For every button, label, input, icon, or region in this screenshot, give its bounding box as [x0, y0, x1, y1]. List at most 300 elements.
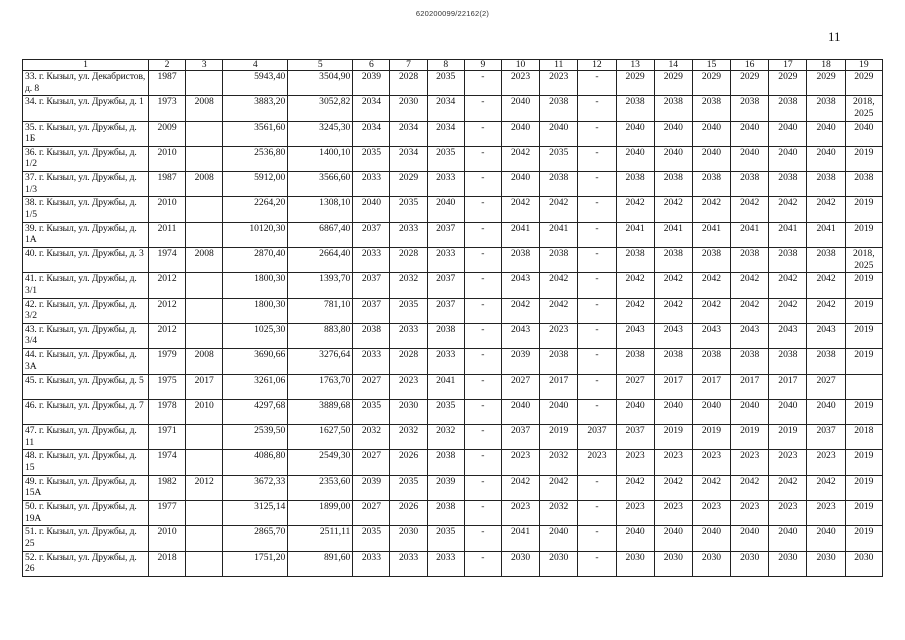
- table-cell: 2038: [692, 96, 730, 121]
- table-cell: 2038: [540, 172, 578, 197]
- table-cell: 1977: [148, 501, 185, 526]
- table-cell: 2041: [427, 374, 464, 399]
- housing-schedule-table: [22, 59, 883, 577]
- table-cell: 2010: [186, 399, 223, 424]
- table-cell: 2018, 2025: [845, 248, 882, 273]
- table-cell: 2033: [390, 323, 427, 348]
- address-cell: 48. г. Кызыл, ул. Дружбы, д. 15: [23, 450, 149, 475]
- table-cell: 2043: [769, 323, 807, 348]
- table-cell: 2027: [353, 374, 390, 399]
- table-cell: 10120,30: [223, 222, 288, 247]
- table-cell: [186, 551, 223, 576]
- table-cell: 2043: [501, 273, 539, 298]
- table-cell: 2038: [769, 172, 807, 197]
- table-cell: 2019: [845, 298, 882, 323]
- table-cell: 3125,14: [223, 501, 288, 526]
- table-cell: 2023: [578, 450, 616, 475]
- table-cell: 2023: [692, 501, 730, 526]
- table-cell: 2042: [692, 273, 730, 298]
- table-cell: 2040: [501, 399, 539, 424]
- table-cell: 5943,40: [223, 71, 288, 96]
- table-cell: -: [578, 298, 616, 323]
- address-cell: 41. г. Кызыл, ул. Дружбы, д. 3/1: [23, 273, 149, 298]
- table-cell: 2037: [427, 298, 464, 323]
- table-cell: 2041: [501, 526, 539, 551]
- column-number-3: 3: [186, 60, 223, 71]
- table-cell: 2008: [186, 96, 223, 121]
- table-row: [23, 501, 883, 526]
- table-cell: 2035: [427, 526, 464, 551]
- table-cell: 2038: [427, 323, 464, 348]
- table-cell: 1308,10: [288, 197, 353, 222]
- table-cell: -: [464, 71, 501, 96]
- table-cell: 2038: [845, 172, 882, 197]
- table-cell: 2017: [654, 374, 692, 399]
- table-cell: 2042: [769, 475, 807, 500]
- table-cell: [186, 450, 223, 475]
- table-cell: 2017: [731, 374, 769, 399]
- table-cell: 2038: [731, 96, 769, 121]
- table-row: [23, 146, 883, 171]
- table-cell: 2023: [540, 323, 578, 348]
- table-cell: -: [464, 323, 501, 348]
- address-cell: 52. г. Кызыл, ул. Дружбы, д. 26: [23, 551, 149, 576]
- column-number-7: 7: [390, 60, 427, 71]
- table-cell: -: [464, 551, 501, 576]
- table-cell: 2039: [353, 71, 390, 96]
- table-cell: 2034: [390, 146, 427, 171]
- table-cell: [186, 121, 223, 146]
- table-cell: 2038: [427, 501, 464, 526]
- table-cell: 2041: [769, 222, 807, 247]
- table-cell: 2027: [501, 374, 539, 399]
- table-cell: 2008: [186, 172, 223, 197]
- table-cell: 2039: [353, 475, 390, 500]
- table-cell: 2042: [540, 197, 578, 222]
- table-cell: 2043: [807, 323, 845, 348]
- table-cell: [186, 273, 223, 298]
- table-cell: 2042: [654, 273, 692, 298]
- table-cell: 2012: [148, 298, 185, 323]
- table-cell: 1979: [148, 349, 185, 374]
- table-cell: 2032: [540, 501, 578, 526]
- table-cell: 4297,68: [223, 399, 288, 424]
- table-row: [23, 121, 883, 146]
- table-row: [23, 374, 883, 399]
- table-cell: 2040: [616, 526, 654, 551]
- table-cell: 2023: [501, 450, 539, 475]
- table-cell: 2027: [353, 501, 390, 526]
- table-cell: 1971: [148, 425, 185, 450]
- address-cell: 42. г. Кызыл, ул. Дружбы, д. 3/2: [23, 298, 149, 323]
- table-cell: 2043: [654, 323, 692, 348]
- table-cell: 2030: [540, 551, 578, 576]
- table-cell: [186, 323, 223, 348]
- table-cell: 6867,40: [288, 222, 353, 247]
- table-cell: 2032: [390, 425, 427, 450]
- column-number-12: 12: [578, 60, 616, 71]
- table-cell: 2041: [692, 222, 730, 247]
- table-cell: -: [464, 197, 501, 222]
- table-cell: 2042: [501, 298, 539, 323]
- table-cell: 2040: [654, 146, 692, 171]
- table-cell: 2035: [353, 526, 390, 551]
- table-cell: 2040: [769, 526, 807, 551]
- table-cell: 2353,60: [288, 475, 353, 500]
- table-cell: 2042: [616, 197, 654, 222]
- table-cell: 2040: [769, 399, 807, 424]
- table-cell: 2030: [390, 399, 427, 424]
- table-cell: 2018, 2025: [845, 96, 882, 121]
- table-cell: 2040: [807, 526, 845, 551]
- table-cell: 2040: [353, 197, 390, 222]
- table-cell: 2041: [731, 222, 769, 247]
- table-cell: 1800,30: [223, 298, 288, 323]
- table-cell: 2017: [186, 374, 223, 399]
- table-cell: 2042: [616, 475, 654, 500]
- table-row: [23, 425, 883, 450]
- table-row: [23, 71, 883, 96]
- table-cell: 2008: [186, 349, 223, 374]
- address-cell: 46. г. Кызыл, ул. Дружбы, д. 7: [23, 399, 149, 424]
- table-cell: 2033: [390, 222, 427, 247]
- table-cell: 2033: [427, 349, 464, 374]
- table-cell: 3690,66: [223, 349, 288, 374]
- table-cell: 2034: [390, 121, 427, 146]
- table-cell: 2037: [501, 425, 539, 450]
- table-cell: 2037: [427, 222, 464, 247]
- table-cell: 2033: [427, 551, 464, 576]
- table-cell: 1800,30: [223, 273, 288, 298]
- table-cell: 2038: [807, 172, 845, 197]
- column-number-17: 17: [769, 60, 807, 71]
- table-cell: 2032: [353, 425, 390, 450]
- table-cell: 2032: [427, 425, 464, 450]
- table-cell: 2023: [390, 374, 427, 399]
- table-cell: 2042: [769, 273, 807, 298]
- table-cell: 2865,70: [223, 526, 288, 551]
- table-row: [23, 273, 883, 298]
- table-cell: 2030: [807, 551, 845, 576]
- table-cell: 2040: [427, 197, 464, 222]
- table-cell: 2040: [807, 121, 845, 146]
- column-number-1: 1: [23, 60, 149, 71]
- table-cell: 2038: [807, 96, 845, 121]
- address-cell: 43. г. Кызыл, ул. Дружбы, д. 3/4: [23, 323, 149, 348]
- table-cell: -: [578, 197, 616, 222]
- table-cell: [186, 146, 223, 171]
- table-cell: 2035: [353, 399, 390, 424]
- table-cell: [186, 501, 223, 526]
- table-row: [23, 475, 883, 500]
- table-cell: -: [578, 146, 616, 171]
- address-cell: 50. г. Кызыл, ул. Дружбы, д. 19А: [23, 501, 149, 526]
- table-cell: 2030: [616, 551, 654, 576]
- table-cell: 2511,11: [288, 526, 353, 551]
- table-cell: 2039: [427, 475, 464, 500]
- table-cell: 2033: [427, 172, 464, 197]
- table-cell: 2042: [731, 197, 769, 222]
- table-cell: 2038: [654, 248, 692, 273]
- table-cell: -: [464, 121, 501, 146]
- table-cell: 2040: [769, 146, 807, 171]
- table-cell: 2038: [692, 172, 730, 197]
- table-cell: 2040: [731, 526, 769, 551]
- table-cell: 2037: [353, 273, 390, 298]
- table-cell: 1025,30: [223, 323, 288, 348]
- table-cell: 2030: [731, 551, 769, 576]
- table-cell: 1974: [148, 450, 185, 475]
- table-row: [23, 349, 883, 374]
- table-cell: 2008: [186, 248, 223, 273]
- table-cell: 2870,40: [223, 248, 288, 273]
- table-cell: -: [464, 425, 501, 450]
- table-cell: 2042: [807, 475, 845, 500]
- table-cell: 2019: [769, 425, 807, 450]
- table-cell: 2037: [427, 273, 464, 298]
- table-cell: 2023: [769, 501, 807, 526]
- table-cell: 2040: [540, 399, 578, 424]
- table-cell: 1393,70: [288, 273, 353, 298]
- table-cell: -: [578, 323, 616, 348]
- address-cell: 37. г. Кызыл, ул. Дружбы, д. 1/3: [23, 172, 149, 197]
- table-cell: 2042: [540, 273, 578, 298]
- table-cell: 2019: [845, 526, 882, 551]
- table-cell: 2023: [769, 450, 807, 475]
- table-cell: 2027: [353, 450, 390, 475]
- table-cell: -: [578, 172, 616, 197]
- table-cell: 2030: [692, 551, 730, 576]
- table-cell: 1974: [148, 248, 185, 273]
- table-cell: 2042: [540, 475, 578, 500]
- table-cell: 2023: [807, 450, 845, 475]
- table-row: [23, 526, 883, 551]
- table-cell: 2041: [540, 222, 578, 247]
- table-cell: 2019: [845, 399, 882, 424]
- table-cell: 2038: [540, 349, 578, 374]
- table-cell: 2017: [692, 374, 730, 399]
- table-cell: 2035: [390, 197, 427, 222]
- table-cell: 2040: [654, 121, 692, 146]
- table-cell: 2038: [540, 248, 578, 273]
- table-cell: 2038: [692, 248, 730, 273]
- table-cell: 2042: [731, 273, 769, 298]
- table-row: [23, 197, 883, 222]
- table-cell: 2019: [845, 323, 882, 348]
- table-cell: 2042: [616, 273, 654, 298]
- column-number-16: 16: [731, 60, 769, 71]
- table-cell: 2040: [807, 399, 845, 424]
- table-cell: 2536,80: [223, 146, 288, 171]
- table-cell: 2019: [845, 197, 882, 222]
- table-cell: 1899,00: [288, 501, 353, 526]
- table-cell: -: [464, 146, 501, 171]
- column-number-6: 6: [353, 60, 390, 71]
- table-cell: 2012: [148, 323, 185, 348]
- table-cell: 2037: [807, 425, 845, 450]
- table-row: [23, 323, 883, 348]
- table-cell: 2038: [807, 248, 845, 273]
- table-cell: 2038: [692, 349, 730, 374]
- table-row: [23, 450, 883, 475]
- table-cell: -: [578, 349, 616, 374]
- document-id: 620200099/22162(2): [415, 9, 490, 18]
- table-cell: 2040: [501, 172, 539, 197]
- table-cell: -: [464, 172, 501, 197]
- table-cell: 2012: [186, 475, 223, 500]
- address-cell: 45. г. Кызыл, ул. Дружбы, д. 5: [23, 374, 149, 399]
- table-cell: 2035: [427, 399, 464, 424]
- table-cell: 1982: [148, 475, 185, 500]
- table-cell: 2040: [731, 121, 769, 146]
- table-cell: -: [464, 475, 501, 500]
- table-cell: 2019: [731, 425, 769, 450]
- table-cell: 1400,10: [288, 146, 353, 171]
- table-cell: -: [464, 222, 501, 247]
- table-cell: 2539,50: [223, 425, 288, 450]
- address-cell: 38. г. Кызыл, ул. Дружбы, д. 1/5: [23, 197, 149, 222]
- table-cell: 1978: [148, 399, 185, 424]
- table-cell: 2010: [148, 526, 185, 551]
- table-cell: 2033: [353, 551, 390, 576]
- table-cell: -: [578, 475, 616, 500]
- table-cell: 2023: [807, 501, 845, 526]
- table-cell: -: [578, 96, 616, 121]
- address-cell: 40. г. Кызыл, ул. Дружбы, д. 3: [23, 248, 149, 273]
- column-number-15: 15: [692, 60, 730, 71]
- table-cell: 2037: [353, 298, 390, 323]
- table-cell: -: [578, 526, 616, 551]
- table-cell: 2038: [769, 96, 807, 121]
- table-cell: 2028: [390, 71, 427, 96]
- table-cell: 3052,82: [288, 96, 353, 121]
- table-cell: -: [578, 399, 616, 424]
- table-cell: 2042: [769, 197, 807, 222]
- table-cell: 2038: [540, 96, 578, 121]
- table-cell: 4086,80: [223, 450, 288, 475]
- table-cell: -: [578, 222, 616, 247]
- table-cell: 2023: [501, 501, 539, 526]
- table-cell: 2009: [148, 121, 185, 146]
- table-cell: 1763,70: [288, 374, 353, 399]
- table-row: [23, 172, 883, 197]
- table-cell: 2664,40: [288, 248, 353, 273]
- table-cell: 2035: [390, 298, 427, 323]
- table-cell: 2019: [845, 222, 882, 247]
- table-cell: 2042: [769, 298, 807, 323]
- table-cell: 2034: [427, 121, 464, 146]
- table-cell: 2012: [148, 273, 185, 298]
- table-cell: 2029: [845, 71, 882, 96]
- table-cell: 2023: [654, 450, 692, 475]
- table-cell: 2023: [731, 450, 769, 475]
- table-cell: 2030: [390, 526, 427, 551]
- table-body: [23, 71, 883, 577]
- table-cell: 2023: [654, 501, 692, 526]
- table-cell: [186, 425, 223, 450]
- table-cell: 2040: [731, 146, 769, 171]
- page-number: 11: [828, 29, 841, 44]
- table-cell: 2040: [501, 96, 539, 121]
- table-cell: 2042: [807, 197, 845, 222]
- table-cell: 2040: [540, 121, 578, 146]
- table-cell: 5912,00: [223, 172, 288, 197]
- table-cell: [845, 374, 882, 399]
- table-cell: 2037: [578, 425, 616, 450]
- table-cell: 2040: [845, 121, 882, 146]
- table-cell: 1973: [148, 96, 185, 121]
- table-cell: 2019: [654, 425, 692, 450]
- column-number-14: 14: [654, 60, 692, 71]
- table-cell: 2040: [807, 146, 845, 171]
- table-cell: 2033: [390, 551, 427, 576]
- table-cell: 2043: [501, 323, 539, 348]
- address-cell: 39. г. Кызыл, ул. Дружбы, д. 1А: [23, 222, 149, 247]
- table-cell: 2028: [390, 349, 427, 374]
- table-cell: 2029: [692, 71, 730, 96]
- table-cell: 2019: [845, 349, 882, 374]
- table-cell: 2033: [353, 349, 390, 374]
- table-cell: 2038: [616, 96, 654, 121]
- table-cell: 2030: [501, 551, 539, 576]
- table-cell: 2038: [353, 323, 390, 348]
- table-cell: 781,10: [288, 298, 353, 323]
- table-cell: 2023: [692, 450, 730, 475]
- table-cell: 2038: [769, 349, 807, 374]
- table-cell: 2038: [654, 96, 692, 121]
- table-cell: 1975: [148, 374, 185, 399]
- table-cell: 2034: [427, 96, 464, 121]
- table-cell: 2037: [616, 425, 654, 450]
- table-cell: 2041: [654, 222, 692, 247]
- table-cell: 2018: [845, 425, 882, 450]
- table-cell: 2035: [390, 475, 427, 500]
- table-cell: 2039: [501, 349, 539, 374]
- table-cell: 1627,50: [288, 425, 353, 450]
- table-cell: 2042: [692, 197, 730, 222]
- table-cell: -: [464, 298, 501, 323]
- table-row: [23, 248, 883, 273]
- table-cell: 891,60: [288, 551, 353, 576]
- table-cell: 2040: [692, 526, 730, 551]
- table-cell: 2019: [845, 273, 882, 298]
- table-cell: 3276,64: [288, 349, 353, 374]
- table-cell: 2023: [731, 501, 769, 526]
- table-cell: 2042: [501, 146, 539, 171]
- column-number-2: 2: [148, 60, 185, 71]
- table-cell: 2029: [807, 71, 845, 96]
- table-cell: 2042: [692, 298, 730, 323]
- table-cell: 2027: [616, 374, 654, 399]
- table-cell: 2043: [731, 323, 769, 348]
- table-cell: 2042: [654, 298, 692, 323]
- table-cell: 2040: [692, 121, 730, 146]
- table-cell: 2042: [807, 273, 845, 298]
- table-cell: 1987: [148, 172, 185, 197]
- table-cell: -: [578, 248, 616, 273]
- table-cell: 2035: [353, 146, 390, 171]
- table-cell: 2038: [616, 349, 654, 374]
- table-cell: 2023: [616, 501, 654, 526]
- table-cell: 2017: [540, 374, 578, 399]
- table-cell: 2019: [845, 501, 882, 526]
- table-cell: 2026: [390, 501, 427, 526]
- table-cell: 2011: [148, 222, 185, 247]
- table-cell: 2264,20: [223, 197, 288, 222]
- table-cell: 2549,30: [288, 450, 353, 475]
- address-cell: 44. г. Кызыл, ул. Дружбы, д. 3А: [23, 349, 149, 374]
- address-cell: 49. г. Кызыл, ул. Дружбы, д. 15А: [23, 475, 149, 500]
